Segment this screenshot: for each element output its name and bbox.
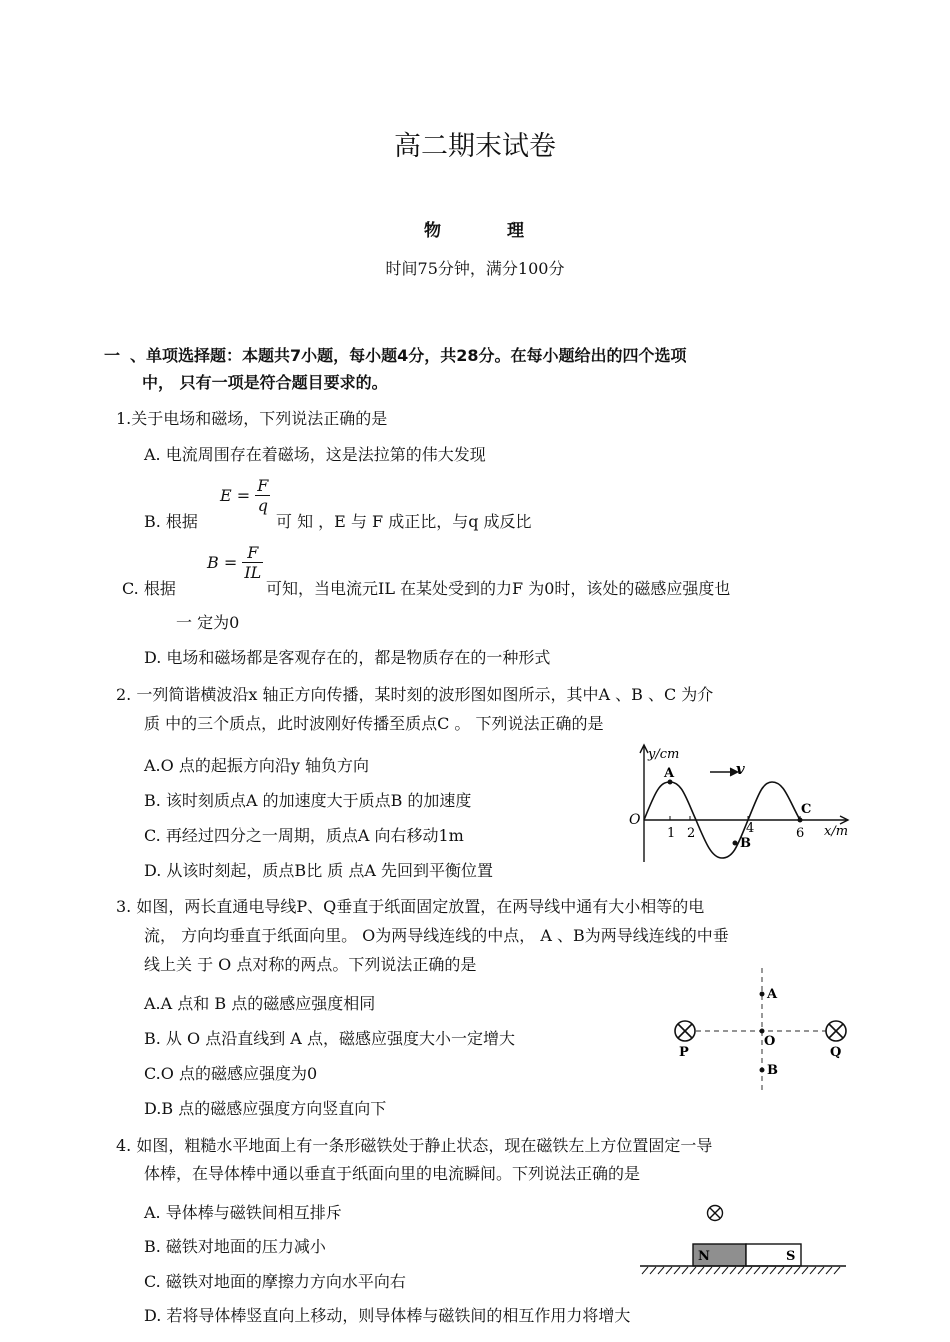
q1-option-c-text: 可知，当电流元IL 在某处受到的力F 为0时，该处的磁感应强度也 xyxy=(266,579,731,598)
section-number: 一 xyxy=(104,346,121,365)
section-heading-line1: 、单项选择题：本题共7小题，每小题4分，共28分。在每小题给出的四个选项 xyxy=(130,346,687,365)
q1-option-d: D. 电场和磁场都是客观存在的，都是物质存在的一种形式 xyxy=(144,648,551,667)
wave-figure xyxy=(620,740,852,868)
q2-option-d: D. 从该时刻起，质点B比 质 点A 先回到平衡位置 xyxy=(144,861,494,880)
subject-char-1: 物 xyxy=(424,221,443,241)
q4-option-c: C. 磁铁对地面的摩擦力方向水平向右 xyxy=(144,1272,406,1291)
conductor-into-page-icon xyxy=(708,1206,723,1221)
wave-tick-2: 2 xyxy=(687,826,696,841)
q3-option-c: C.O 点的磁感应强度为0 xyxy=(144,1064,318,1083)
formula-fraction xyxy=(242,543,263,582)
q1-formula-b xyxy=(207,543,263,582)
magnet-label-s: S xyxy=(786,1249,796,1264)
q3-option-d: D.B 点的磁感应强度方向竖直向下 xyxy=(144,1099,387,1118)
formula-numerator: F xyxy=(242,543,263,563)
q1-option-a: A. 电流周围存在着磁场，这是法拉第的伟大发现 xyxy=(144,445,486,464)
wire-p-into-page-icon xyxy=(675,1021,695,1041)
q3-option-a: A.A 点和 B 点的磁感应强度相同 xyxy=(144,994,376,1013)
q1-option-c-line2: 一 定为0 xyxy=(176,613,240,632)
q4-option-d: D. 若将导体棒竖直向上移动，则导体棒与磁铁间的相互作用力将增大 xyxy=(144,1306,631,1325)
point-b-dot xyxy=(733,841,738,846)
section-heading-line2: 中， 只有一项是符合题目要求的。 xyxy=(142,373,388,392)
q4-stem-line1: 4. 如图，粗糙水平地面上有一条形磁铁处于静止状态，现在磁铁左上方位置固定一导 xyxy=(116,1136,713,1155)
formula-denominator: IL xyxy=(244,563,262,582)
q2-option-a: A.O 点的起振方向沿y 轴负方向 xyxy=(144,756,369,775)
wave-label-c: C xyxy=(801,802,812,817)
q1-option-c-prefix: C. 根据 xyxy=(122,579,176,598)
formula-denominator: q xyxy=(257,496,268,515)
wave-velocity-label: v xyxy=(736,760,745,778)
q4-option-a: A. 导体棒与磁铁间相互排斥 xyxy=(144,1203,342,1222)
subject-char-2: 理 xyxy=(507,221,526,241)
section-heading xyxy=(104,343,687,366)
q3-stem-line1: 3. 如图，两长直通电导线P、Q垂直于纸面固定放置，在两导线中通有大小相等的电 xyxy=(116,897,705,916)
q1-stem: 1.关于电场和磁场，下列说法正确的是 xyxy=(116,409,388,428)
q4-option-b: B. 磁铁对地面的压力减小 xyxy=(144,1237,326,1256)
q2-stem-line1: 2. 一列简谐横波沿x 轴正方向传播，某时刻的波形图如图所示，其中A 、B 、C 为介 xyxy=(116,685,714,704)
wave-tick-6: 6 xyxy=(796,826,805,841)
wave-x-axis-label: x/m xyxy=(824,824,849,839)
wave-tick-4: 4 xyxy=(746,821,755,836)
wires-label-q: Q xyxy=(830,1045,842,1060)
wires-label-p: P xyxy=(679,1045,689,1060)
wave-label-a: A xyxy=(664,766,675,781)
subject-heading xyxy=(0,216,950,241)
q4-stem-line2: 体棒，在导体棒中通以垂直于纸面向里的电流瞬间。下列说法正确的是 xyxy=(144,1164,641,1183)
formula-lhs: B = xyxy=(207,553,238,572)
q1-option-b-text: 可 知 ，E 与 F 成正比，与q 成反比 xyxy=(276,512,532,531)
wave-origin-label: O xyxy=(629,812,641,828)
page-title: 高二期末试卷 xyxy=(394,131,556,162)
q2-stem-line2: 质 中的三个质点，此时波刚好传播至质点C 。 下列说法正确的是 xyxy=(144,714,604,733)
wave-label-b: B xyxy=(740,836,751,851)
wires-figure xyxy=(668,966,852,1094)
wave-tick-1: 1 xyxy=(667,826,676,841)
formula-lhs: E = xyxy=(220,486,251,505)
magnet-label-n: N xyxy=(698,1249,710,1264)
wave-y-axis-label: y/cm xyxy=(648,747,680,762)
q2-option-b: B. 该时刻质点A 的加速度大于质点B 的加速度 xyxy=(144,791,472,810)
exam-time-info: 时间75分钟，满分100分 xyxy=(385,259,565,278)
q1-formula-e xyxy=(220,476,270,515)
q3-stem-line3: 线上关 于 O 点对称的两点。下列说法正确的是 xyxy=(144,955,477,974)
wires-label-a: A xyxy=(767,987,778,1002)
q3-option-b: B. 从 O 点沿直线到 A 点，磁感应强度大小一定增大 xyxy=(144,1029,515,1048)
ground-hatching xyxy=(642,1267,840,1274)
wires-label-o: O xyxy=(764,1034,776,1049)
wire-q-into-page-icon xyxy=(826,1021,846,1041)
formula-fraction xyxy=(255,476,270,515)
q1-option-b-prefix: B. 根据 xyxy=(144,512,198,531)
q2-option-c: C. 再经过四分之一周期，质点A 向右移动1m xyxy=(144,826,464,845)
q3-stem-line2: 流， 方向均垂直于纸面向里。 O为两导线连线的中点， A 、B为两导线连线的中垂 xyxy=(144,926,729,945)
wires-label-b: B xyxy=(767,1063,778,1078)
magnet-figure xyxy=(636,1198,848,1280)
formula-numerator: F xyxy=(257,476,269,495)
